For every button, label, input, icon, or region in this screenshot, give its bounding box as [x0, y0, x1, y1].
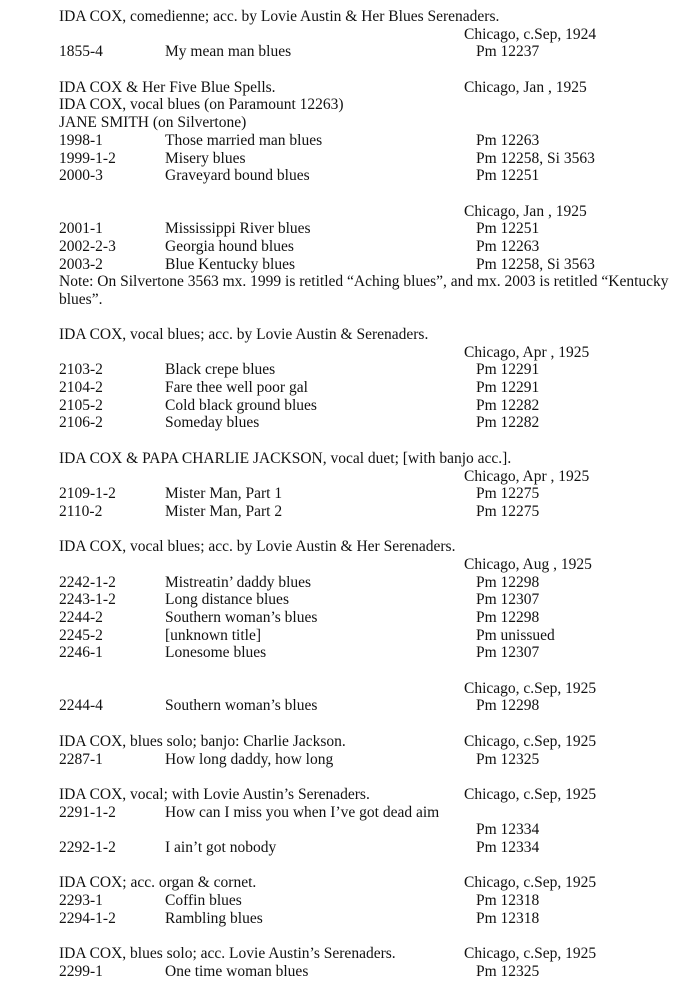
recording-date: Chicago, Apr , 1925	[464, 467, 590, 485]
issue-number: Pm 12275	[476, 485, 540, 503]
track-title: My mean man blues	[165, 43, 292, 61]
recording-line	[59, 26, 679, 44]
track-title: Mississippi River blues	[165, 220, 311, 238]
matrix-number: 2294-1-2	[59, 909, 116, 927]
track-row	[59, 43, 679, 61]
issue-number: Pm 12237	[476, 43, 540, 61]
session-header-text: IDA COX, vocal; with Lovie Austin’s Serenaders.	[59, 785, 370, 803]
issue-number: Pm 12263	[476, 237, 540, 255]
track-row	[59, 591, 679, 609]
track-row	[59, 167, 679, 185]
track-row	[59, 361, 679, 379]
recording-date: Chicago, Jan , 1925	[464, 202, 587, 220]
track-title: Blue Kentucky blues	[165, 255, 296, 273]
issue-number: Pm 12258, Si 3563	[476, 149, 595, 167]
matrix-number: 2245-2	[59, 626, 103, 644]
session-header-text: IDA COX, blues solo; banjo: Charlie Jackson.	[59, 732, 346, 750]
issue-number: Pm unissued	[476, 626, 555, 644]
session-header	[59, 326, 679, 344]
recording-date: Chicago, c.Sep, 1924	[464, 25, 597, 43]
spacer	[59, 857, 679, 875]
issue-number: Pm 12298	[476, 697, 540, 715]
spacer	[59, 521, 679, 539]
session-extra-line	[59, 114, 679, 132]
track-title: Georgia hound blues	[165, 237, 294, 255]
session-header-text: IDA COX, vocal blues; acc. by Lovie Austin & Serenaders.	[59, 326, 429, 343]
spacer	[59, 432, 679, 450]
session-header	[59, 733, 679, 751]
issue-number: Pm 12275	[476, 502, 540, 520]
track-title: Misery blues	[165, 149, 246, 167]
track-title: How long daddy, how long	[165, 750, 334, 768]
session-header	[59, 945, 679, 963]
issue-number: Pm 12291	[476, 379, 540, 397]
track-title: Fare thee well poor gal	[165, 379, 308, 397]
track-title: Rambling blues	[165, 909, 263, 927]
issue-number: Pm 12307	[476, 591, 540, 609]
track-title: Long distance blues	[165, 591, 289, 609]
discography-page	[59, 8, 679, 980]
session-header	[59, 786, 679, 804]
matrix-number: 2244-4	[59, 697, 103, 715]
recording-line	[59, 556, 679, 574]
issue-number: Pm 12258, Si 3563	[476, 255, 595, 273]
track-row	[59, 397, 679, 415]
session-header-text: IDA COX, vocal blues; acc. by Lovie Austin & Her Serenaders.	[59, 538, 456, 556]
track-row	[59, 892, 679, 910]
session-extra-text: JANE SMITH (on Silvertone)	[59, 114, 247, 132]
matrix-number: 2109-1-2	[59, 485, 116, 503]
matrix-number: 2104-2	[59, 379, 103, 397]
issue-number: Pm 12282	[476, 414, 540, 432]
session-header-text: IDA COX; acc. organ & cornet.	[59, 874, 257, 892]
recording-line	[59, 203, 679, 221]
matrix-number: 2103-2	[59, 361, 103, 379]
session-extra-line	[59, 96, 679, 114]
note-text: Note: On Silvertone 3563 mx. 1999 is retitled “Aching blues”, and mx. 2003 is retitled “Kentucky blues”.	[59, 273, 669, 308]
matrix-number: 2299-1	[59, 962, 103, 980]
issue-number: Pm 12307	[476, 644, 540, 662]
track-row	[59, 609, 679, 627]
track-row	[59, 238, 679, 256]
matrix-number: 2291-1-2	[59, 803, 116, 821]
issue-number: Pm 12251	[476, 220, 540, 238]
spacer	[59, 61, 679, 79]
issue-number: Pm 12298	[476, 609, 540, 626]
recording-line	[59, 680, 679, 698]
track-row	[59, 839, 679, 857]
issue-number: Pm 12263	[476, 131, 540, 149]
recording-date: Chicago, c.Sep, 1925	[464, 785, 597, 803]
track-title: Mistreatin’ daddy blues	[165, 573, 312, 591]
session-header-text: IDA COX, blues solo; acc. Lovie Austin’s Serenaders.	[59, 945, 396, 963]
track-title: Mister Man, Part 1	[165, 485, 283, 503]
matrix-number: 2106-2	[59, 414, 103, 432]
session-header-text: IDA COX & PAPA CHARLIE JACKSON, vocal duet; [with banjo acc.].	[59, 449, 512, 467]
track-title: Southern woman’s blues	[165, 697, 318, 715]
spacer	[59, 927, 679, 945]
issue-number: Pm 12334	[476, 838, 540, 856]
session-header	[59, 450, 679, 468]
matrix-number: 1999-1-2	[59, 149, 116, 167]
matrix-number: 2000-3	[59, 167, 103, 185]
track-title: How can I miss you when I’ve got dead aim	[165, 803, 440, 821]
spacer	[59, 715, 679, 733]
issue-number: Pm 12291	[476, 361, 540, 379]
track-row	[59, 627, 679, 645]
track-row	[59, 751, 679, 769]
recording-date: Chicago, c.Sep, 1925	[464, 874, 597, 892]
issue-number: Pm 12325	[476, 962, 540, 980]
recording-date: Chicago, Jan , 1925	[464, 78, 587, 96]
track-row	[59, 910, 679, 928]
track-row	[59, 697, 679, 715]
session-header	[59, 79, 679, 97]
issue-number: Pm 12334	[476, 821, 540, 839]
matrix-number: 2001-1	[59, 220, 103, 238]
recording-date: Chicago, c.Sep, 1925	[464, 732, 597, 750]
matrix-number: 1998-1	[59, 131, 103, 149]
matrix-number: 2002-2-3	[59, 237, 116, 255]
track-row	[59, 503, 679, 521]
matrix-number: 2243-1-2	[59, 591, 116, 609]
track-row	[59, 574, 679, 592]
matrix-number: 2242-1-2	[59, 573, 116, 591]
track-title: Black crepe blues	[165, 361, 276, 379]
track-row	[59, 150, 679, 168]
issue-number: Pm 12318	[476, 892, 540, 909]
matrix-number: 2293-1	[59, 892, 103, 909]
matrix-number: 2110-2	[59, 502, 103, 520]
issue-number: Pm 12251	[476, 167, 540, 185]
track-title: Graveyard bound blues	[165, 167, 310, 185]
recording-line	[59, 344, 679, 362]
recording-date: Chicago, Apr , 1925	[464, 343, 590, 361]
track-row	[59, 256, 679, 274]
matrix-number: 2287-1	[59, 750, 103, 768]
recording-date: Chicago, c.Sep, 1925	[464, 945, 597, 963]
track-row-continuation	[59, 821, 679, 839]
track-row	[59, 379, 679, 397]
track-title: [unknown title]	[165, 626, 261, 644]
recording-line	[59, 468, 679, 486]
issue-number: Pm 12318	[476, 909, 540, 927]
track-row	[59, 804, 679, 822]
track-row	[59, 414, 679, 432]
session-header-text: IDA COX & Her Five Blue Spells.	[59, 78, 276, 96]
matrix-number: 2292-1-2	[59, 838, 116, 856]
matrix-number: 1855-4	[59, 43, 103, 61]
matrix-number: 2246-1	[59, 644, 103, 662]
matrix-number: 2003-2	[59, 255, 103, 273]
spacer	[59, 768, 679, 786]
spacer	[59, 308, 679, 326]
issue-number: Pm 12325	[476, 750, 540, 768]
track-row	[59, 963, 679, 981]
track-title: Southern woman’s blues	[165, 609, 318, 626]
track-title: One time woman blues	[165, 962, 309, 980]
track-title: Those married man blues	[165, 131, 323, 149]
session-header-text: IDA COX, comedienne; acc. by Lovie Austin & Her Blues Serenaders.	[59, 8, 500, 25]
recording-date: Chicago, Aug , 1925	[464, 555, 592, 573]
track-row	[59, 485, 679, 503]
track-title: Mister Man, Part 2	[165, 502, 283, 520]
note	[59, 273, 679, 308]
track-title: Coffin blues	[165, 892, 242, 909]
session-extra-text: IDA COX, vocal blues (on Paramount 12263)	[59, 96, 344, 114]
track-title: Cold black ground blues	[165, 396, 317, 414]
recording-date: Chicago, c.Sep, 1925	[464, 679, 597, 697]
spacer	[59, 185, 679, 203]
track-row	[59, 644, 679, 662]
session-header	[59, 8, 679, 26]
track-row	[59, 220, 679, 238]
track-title: Lonesome blues	[165, 644, 267, 662]
spacer	[59, 662, 679, 680]
issue-number: Pm 12282	[476, 396, 540, 414]
matrix-number: 2244-2	[59, 609, 103, 626]
track-row	[59, 132, 679, 150]
track-title: Someday blues	[165, 414, 260, 432]
issue-number: Pm 12298	[476, 573, 540, 591]
track-title: I ain’t got nobody	[165, 838, 277, 856]
session-header	[59, 874, 679, 892]
session-header	[59, 538, 679, 556]
matrix-number: 2105-2	[59, 396, 103, 414]
